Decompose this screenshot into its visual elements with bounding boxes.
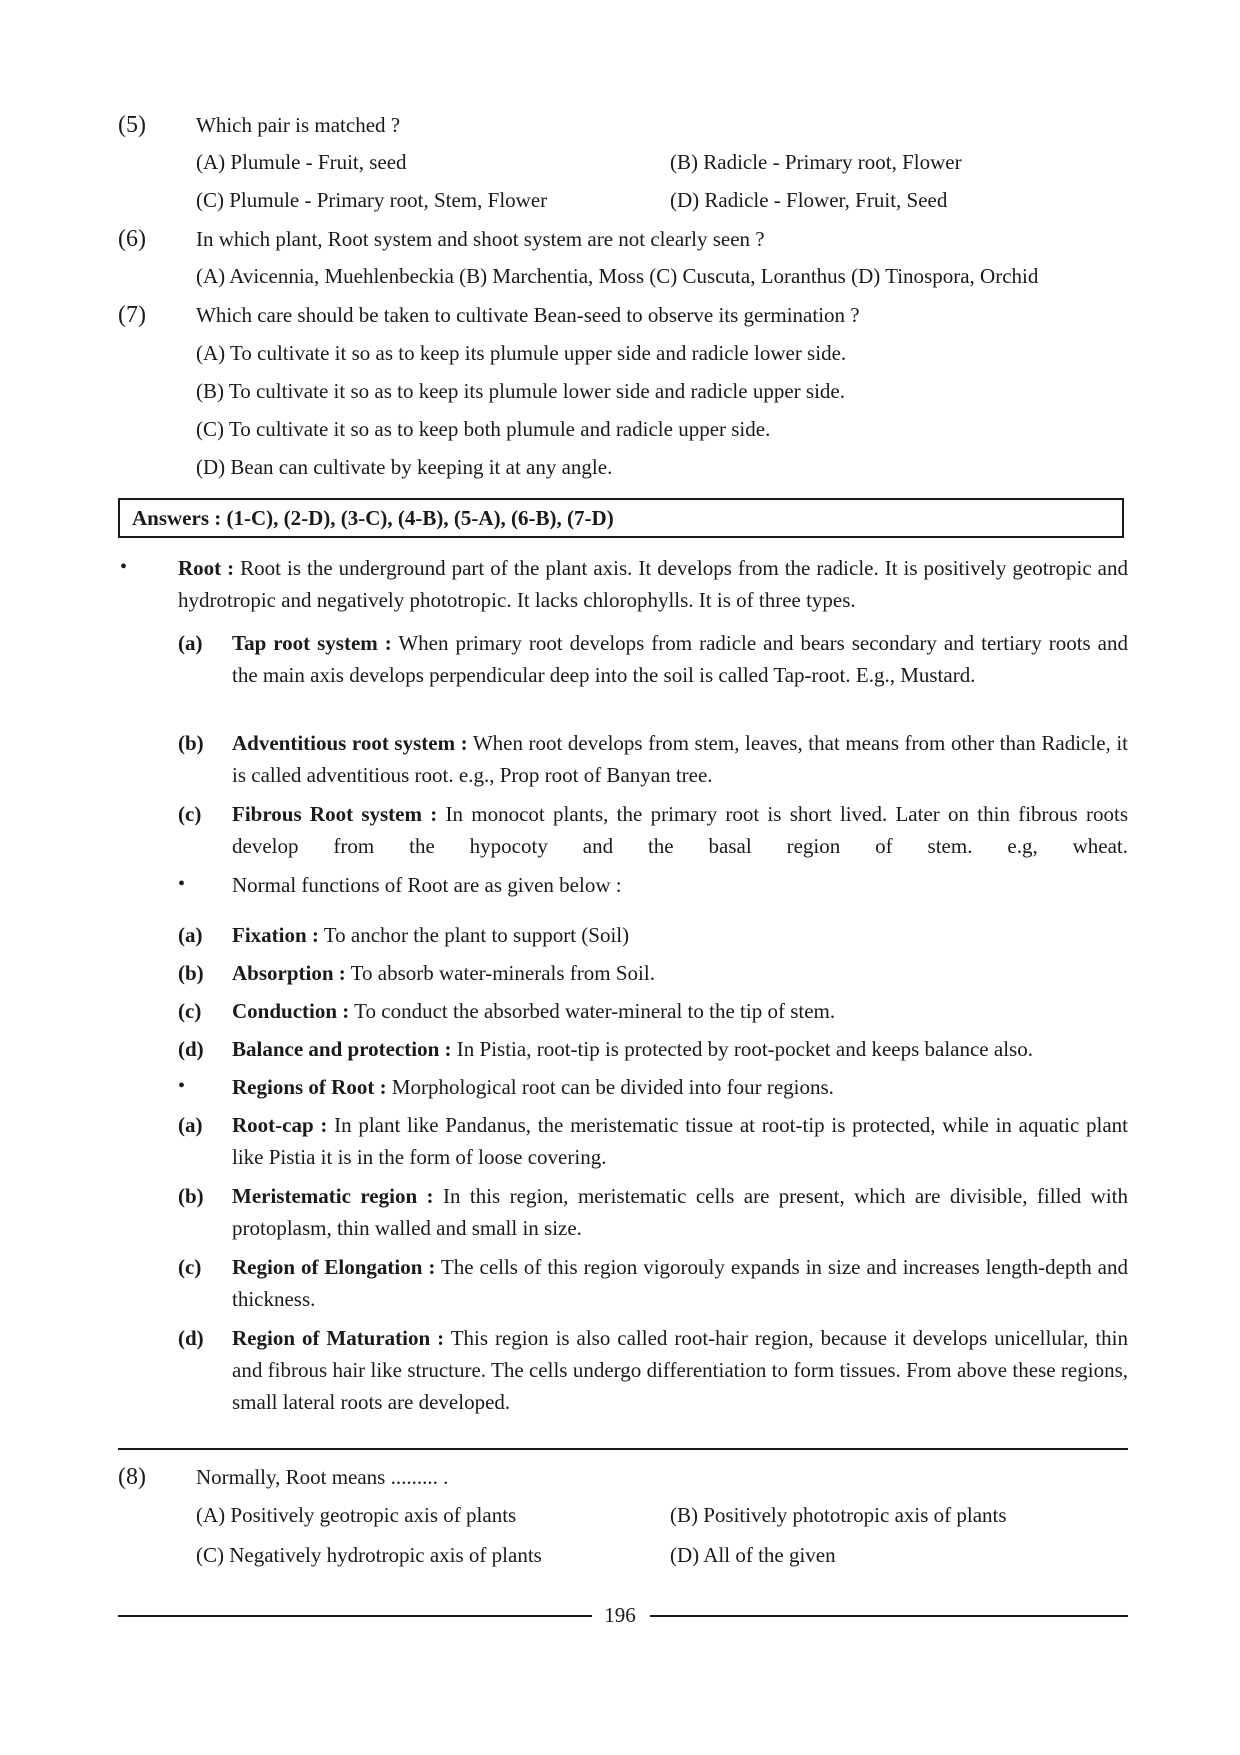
question-8-option-b: (B) Positively phototropic axis of plants bbox=[670, 1503, 1007, 1527]
question-7-option-a: (A) To cultivate it so as to keep its plumule upper side and radicle lower side. bbox=[196, 341, 847, 365]
region-b-label: (b) bbox=[178, 1184, 204, 1208]
region-c-title: Region of Elongation : bbox=[232, 1255, 436, 1279]
root-paragraph bbox=[178, 552, 1128, 616]
functions-intro: Normal functions of Root are as given below : bbox=[232, 873, 622, 897]
footer-rule-left bbox=[118, 1615, 592, 1617]
question-6-options: (A) Avicennia, Muehlenbeckia (B) Marchentia, Moss (C) Cuscuta, Loranthus (D) Tinospora, Orchid bbox=[196, 264, 1039, 288]
function-d-text: In Pistia, root-tip is protected by root-pocket and keeps balance also. bbox=[456, 1037, 1033, 1061]
region-c-text: The cells of this region vigorouly expands in size and increases length-depth and thickness. bbox=[232, 1255, 1128, 1311]
function-c bbox=[232, 995, 1128, 1027]
function-b bbox=[232, 957, 1128, 989]
function-b-label: (b) bbox=[178, 961, 204, 985]
footer-rule-right bbox=[650, 1615, 1128, 1617]
root-type-a bbox=[232, 627, 1128, 691]
region-b-text: In this region, meristematic cells are present, which are divisible, filled with protoplasm, thin walled and small in size. bbox=[232, 1184, 1128, 1240]
section-divider bbox=[118, 1448, 1128, 1450]
question-7-option-b: (B) To cultivate it so as to keep its plumule lower side and radicle upper side. bbox=[196, 379, 845, 403]
root-type-c bbox=[232, 798, 1128, 862]
root-type-a-label: (a) bbox=[178, 631, 203, 655]
question-7-number: (7) bbox=[118, 302, 146, 328]
regions-intro bbox=[232, 1071, 1128, 1103]
root-type-b-label: (b) bbox=[178, 731, 204, 755]
root-type-c-title: Fibrous Root system : bbox=[232, 802, 438, 826]
function-c-title: Conduction : bbox=[232, 999, 350, 1023]
question-6-text: In which plant, Root system and shoot system are not clearly seen ? bbox=[196, 227, 765, 251]
question-7-option-d: (D) Bean can cultivate by keeping it at any angle. bbox=[196, 455, 613, 479]
region-d-text: This region is also called root-hair region, because it develops unicellular, thin and fibrous hair like structure. The cells undergo differentiation to form tissues. From above these regions, small lateral roots are developed. bbox=[232, 1326, 1128, 1414]
question-8-number: (8) bbox=[118, 1464, 146, 1490]
region-c-label: (c) bbox=[178, 1255, 202, 1279]
functions-bullet: • bbox=[178, 873, 186, 895]
question-7-option-c: (C) To cultivate it so as to keep both plumule and radicle upper side. bbox=[196, 417, 771, 441]
region-c bbox=[232, 1251, 1128, 1315]
region-a-text: In plant like Pandanus, the meristematic tissue at root-tip is protected, while in aquatic plant like Pistia it is in the form of loose covering. bbox=[232, 1113, 1128, 1169]
region-d-title: Region of Maturation : bbox=[232, 1326, 445, 1350]
root-type-a-title: Tap root system : bbox=[232, 631, 392, 655]
root-type-c-label: (c) bbox=[178, 802, 202, 826]
question-5-option-a: (A) Plumule - Fruit, seed bbox=[196, 150, 407, 174]
question-5-number: (5) bbox=[118, 112, 146, 138]
root-type-c-text: In monocot plants, the primary root is short lived. Later on thin fibrous roots develop from the hypocoty and the basal region of stem. e.g, wheat. bbox=[232, 802, 1128, 858]
question-5-option-d: (D) Radicle - Flower, Fruit, Seed bbox=[670, 188, 948, 212]
function-b-title: Absorption : bbox=[232, 961, 346, 985]
function-a-text: To anchor the plant to support (Soil) bbox=[323, 923, 630, 947]
function-b-text: To absorb water-minerals from Soil. bbox=[350, 961, 655, 985]
question-5-option-b: (B) Radicle - Primary root, Flower bbox=[670, 150, 962, 174]
root-type-b-title: Adventitious root system : bbox=[232, 731, 468, 755]
question-8-text: Normally, Root means ......... . bbox=[196, 1465, 449, 1489]
region-b bbox=[232, 1180, 1128, 1244]
regions-bullet: • bbox=[178, 1075, 186, 1097]
root-type-b bbox=[232, 727, 1128, 791]
region-a-title: Root-cap : bbox=[232, 1113, 328, 1137]
question-5-text: Which pair is matched ? bbox=[196, 113, 401, 137]
function-a-label: (a) bbox=[178, 923, 203, 947]
question-8-option-a: (A) Positively geotropic axis of plants bbox=[196, 1503, 517, 1527]
root-bullet: • bbox=[120, 556, 128, 578]
page-number: 196 bbox=[604, 1603, 636, 1627]
function-c-text: To conduct the absorbed water-mineral to the tip of stem. bbox=[354, 999, 836, 1023]
regions-title: Regions of Root : bbox=[232, 1075, 387, 1099]
root-type-b-text: When root develops from stem, leaves, that means from other than Radicle, it is called adventitious root. e.g., Prop root of Banyan tree. bbox=[232, 731, 1129, 787]
question-6-number: (6) bbox=[118, 226, 146, 252]
question-5-option-c: (C) Plumule - Primary root, Stem, Flower bbox=[196, 188, 548, 212]
root-title: Root : bbox=[178, 556, 235, 580]
function-c-label: (c) bbox=[178, 999, 202, 1023]
region-a-label: (a) bbox=[178, 1113, 203, 1137]
region-d-label: (d) bbox=[178, 1326, 204, 1350]
region-d bbox=[232, 1322, 1128, 1418]
root-type-a-text: When primary root develops from radicle and bears secondary and tertiary roots and the main axis develops perpendicular deep into the soil is called Tap-root. E.g., Mustard. bbox=[232, 631, 1129, 687]
region-a bbox=[232, 1109, 1128, 1173]
function-d bbox=[232, 1033, 1128, 1065]
question-7-text: Which care should be taken to cultivate Bean-seed to observe its germination ? bbox=[196, 303, 860, 327]
regions-intro-text: Morphological root can be divided into four regions. bbox=[391, 1075, 834, 1099]
root-text: Root is the underground part of the plant axis. It develops from the radicle. It is positively geotropic and hydrotropic and negatively phototropic. It lacks chlorophylls. It is of three types. bbox=[178, 556, 1128, 612]
function-a bbox=[232, 919, 1128, 951]
question-8-option-d: (D) All of the given bbox=[670, 1543, 836, 1567]
function-d-title: Balance and protection : bbox=[232, 1037, 452, 1061]
question-8-option-c: (C) Negatively hydrotropic axis of plants bbox=[196, 1543, 542, 1567]
function-d-label: (d) bbox=[178, 1037, 204, 1061]
region-b-title: Meristematic region : bbox=[232, 1184, 434, 1208]
answers-box: Answers : (1-C), (2-D), (3-C), (4-B), (5-A), (6-B), (7-D) bbox=[118, 498, 1124, 538]
function-a-title: Fixation : bbox=[232, 923, 319, 947]
